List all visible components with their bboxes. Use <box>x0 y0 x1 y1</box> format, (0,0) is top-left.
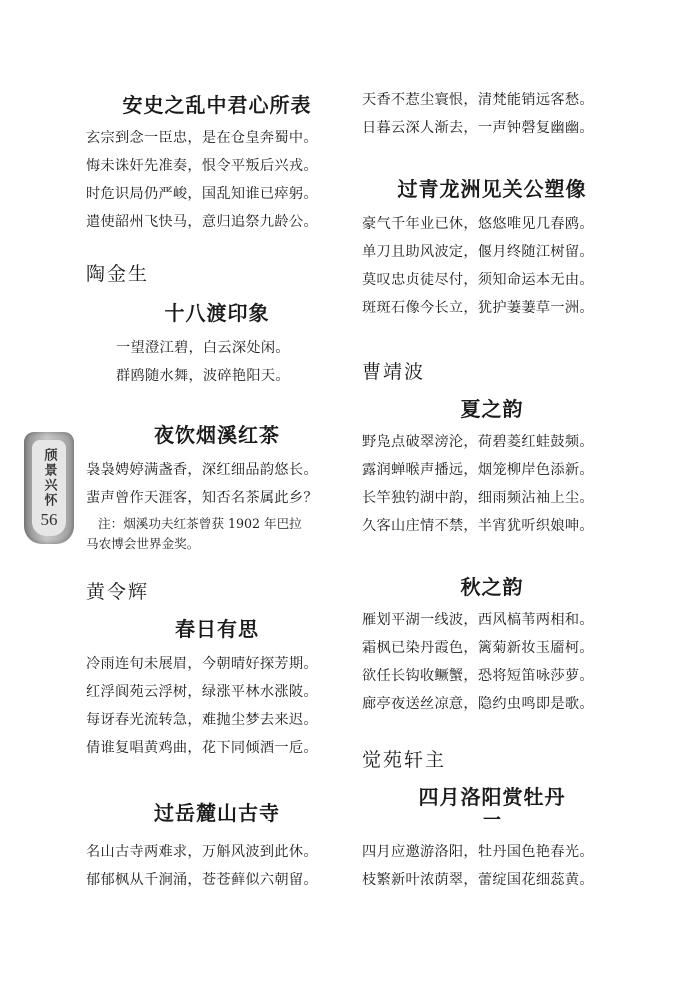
author-name: 曹靖波 <box>362 361 426 383</box>
author-name: 觉苑轩主 <box>362 749 447 771</box>
poem-line: 霜枫已染丹霞色，篱菊新妆玉靥柯。 <box>362 640 594 656</box>
side-page-tab-inner <box>32 440 66 536</box>
poem-title: 过青龙洲见关公塑像 <box>397 177 587 201</box>
poem-title: 十八渡印象 <box>164 301 270 325</box>
poem-line: 日暮云深人渐去，一声钟磬复幽幽。 <box>362 120 594 136</box>
poem-body <box>86 838 348 894</box>
poem-line: 久客山庄情不禁，半宵犹听织娘呻。 <box>362 518 594 534</box>
poem-line: 郁郁枫从千涧涌，苍苍藓似六朝留。 <box>86 872 318 888</box>
poem-line: 野凫点破翠滂沦，荷碧菱红蛙鼓频。 <box>362 434 594 450</box>
poem-body <box>86 334 348 390</box>
poem-line: 群鸥随水舞，波碎艳阳天。 <box>116 368 290 384</box>
poem-body <box>362 210 622 322</box>
side-page-tab <box>24 432 74 544</box>
poem-line: 枝繁新叶浓荫翠，蕾绽国花细蕊黄。 <box>362 872 594 888</box>
poem-line: 欲任长钩收鳜蟹，恐将短笛咏莎萝。 <box>362 668 594 684</box>
poem-title: 安史之乱中君心所表 <box>122 93 312 117</box>
poem-body <box>86 650 348 762</box>
poem-line: 天香不惹尘寰恨，清梵能销远客愁。 <box>362 92 594 108</box>
poem-line: 倩谁复唱黄鸡曲，花下同倾酒一卮。 <box>86 740 318 756</box>
poem-line: 四月应邀游洛阳，牡丹国色艳春光。 <box>362 844 594 860</box>
author-name: 黄令辉 <box>86 581 150 603</box>
poem-line: 红浮阆苑云浮树，绿涨平林水涨陂。 <box>86 684 318 700</box>
poem-line: 时危识局仍严峻，国乱知谁已瘁躬。 <box>86 186 318 202</box>
book-title: 颀景兴怀 <box>41 448 57 508</box>
poem-line: 廊亭夜送丝凉意，隐约虫鸣即是歌。 <box>362 696 594 712</box>
poem-body <box>86 456 348 512</box>
poem-title: 四月洛阳赏牡丹 <box>418 785 566 809</box>
poem-body-continued <box>362 86 622 142</box>
poem-line: 豪气千年业已休，悠悠唯见几春鸥。 <box>362 216 594 232</box>
author-name: 陶金生 <box>86 263 150 285</box>
page-number: 56 <box>40 510 58 529</box>
poem-section-number: 一 <box>483 810 501 831</box>
poem-line: 一望澄江碧，白云深处闲。 <box>116 340 290 356</box>
poem-line: 名山古寺两难求，万斛风波到此休。 <box>86 844 318 860</box>
poem-line: 单刀且助风波定，偃月终随江树留。 <box>362 244 594 260</box>
poem-line: 蜚声曾作天涯客，知否名茶属此乡？ <box>86 490 318 506</box>
poem-body <box>86 124 348 236</box>
poem-line: 遣使韶州飞快马，意归追祭九龄公。 <box>86 214 318 230</box>
poem-body <box>362 428 622 540</box>
poem-title: 夏之韵 <box>460 397 524 421</box>
poem-line: 悔未诛奸先准奏，恨令平叛后兴戎。 <box>86 158 318 174</box>
poem-title: 春日有思 <box>175 617 259 641</box>
poem-line: 玄宗到念一臣忠，是在仓皇奔蜀中。 <box>86 130 318 146</box>
poem-line: 每讶春光流转急，难抛尘梦去来迟。 <box>86 712 318 728</box>
poem-line: 斑斑石像今长立，犹护萋萋草一洲。 <box>362 300 594 316</box>
poem-title: 秋之韵 <box>460 575 524 599</box>
poem-title: 夜饮烟溪红茶 <box>154 423 280 447</box>
poem-note: 马农博会世界金奖。 <box>86 536 200 551</box>
poem-body <box>362 838 622 894</box>
poem-line: 长竿独钓湖中韵，细雨频沾袖上尘。 <box>362 490 594 506</box>
poem-title: 过岳麓山古寺 <box>154 801 280 825</box>
poem-line: 冷雨连旬未展眉，今朝晴好探芳期。 <box>86 656 318 672</box>
poem-line: 莫叹忠贞徒尽付，须知命运本无由。 <box>362 272 594 288</box>
poem-body <box>362 606 622 718</box>
poem-line: 露润蝉喉声播远，烟笼柳岸色添新。 <box>362 462 594 478</box>
poem-line: 袅袅娉婷满盏香，深红细品韵悠长。 <box>86 462 318 478</box>
poem-note: 注：烟溪功夫红茶曾获 1902 年巴拉 <box>98 516 302 531</box>
poem-line: 雁划平湖一线波，西风槁苇两相和。 <box>362 612 594 628</box>
